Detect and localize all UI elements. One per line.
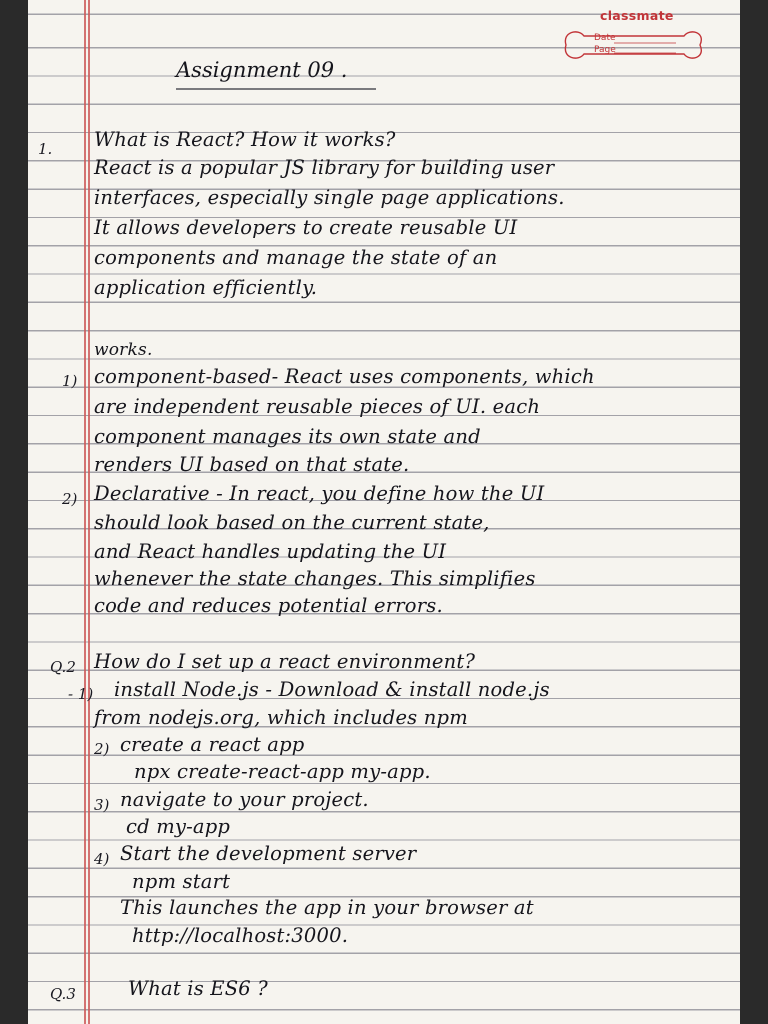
question-number: Q.2 [50,658,76,676]
answer-line: It allows developers to create reusable UI [94,216,518,239]
step-line: npx create-react-app my-app. [134,760,431,783]
notebook-page [28,0,740,1024]
answer-line: components and manage the state of an [94,246,498,269]
point-line: whenever the state changes. This simplifies [94,567,536,590]
point-number: 2) [62,490,78,508]
step-line: from nodejs.org, which includes npm [94,706,468,729]
date-label: Date [594,33,616,43]
step-line: navigate to your project. [120,788,369,811]
step-line: cd my-app [126,815,231,838]
point-line: are independent reusable pieces of UI. each [94,395,541,418]
step-line: http://localhost:3000. [132,924,349,947]
question-2: How do I set up a react environment? [94,650,476,673]
answer-line: application efficiently. [94,276,318,299]
step-number: 3) [94,796,110,814]
step-number: 4) [94,850,110,868]
point-line: code and reduces potential errors. [94,594,443,617]
point-line: should look based on the current state, [94,511,490,534]
step-line: npm start [132,870,231,893]
point-line: and React handles updating the UI [94,540,447,563]
point-line: Declarative - In react, you define how the UI [94,482,545,505]
answer-line: interfaces, especially single page applications. [94,186,565,209]
page-label: Page [594,45,616,55]
step-line: Start the development server [120,842,417,865]
step-number: 2) [94,740,110,758]
date-page-stamp [556,24,706,66]
stamp-frame-icon [556,24,706,66]
point-line: component manages its own state and [94,425,481,448]
margin-line [84,0,86,1024]
step-number: - 1) [68,685,94,703]
question-1: What is React? How it works? [94,128,396,151]
step-line: This launches the app in your browser at [120,896,534,919]
step-line: install Node.js - Download & install node.js [114,678,550,701]
point-number: 1) [62,372,78,390]
point-line: component-based- React uses components, which [94,365,595,388]
title-underline [176,88,376,90]
margin-line [88,0,90,1024]
question-number: Q.3 [50,985,76,1003]
question-number: 1. [38,140,53,158]
page-title: Assignment 09 . [176,58,348,82]
point-line: renders UI based on that state. [94,453,410,476]
section-heading: works. [94,340,153,360]
answer-line: React is a popular JS library for building user [94,156,555,179]
step-line: create a react app [120,733,305,756]
brand-logo: classmate [600,8,674,23]
question-3: What is ES6 ? [128,977,268,1000]
